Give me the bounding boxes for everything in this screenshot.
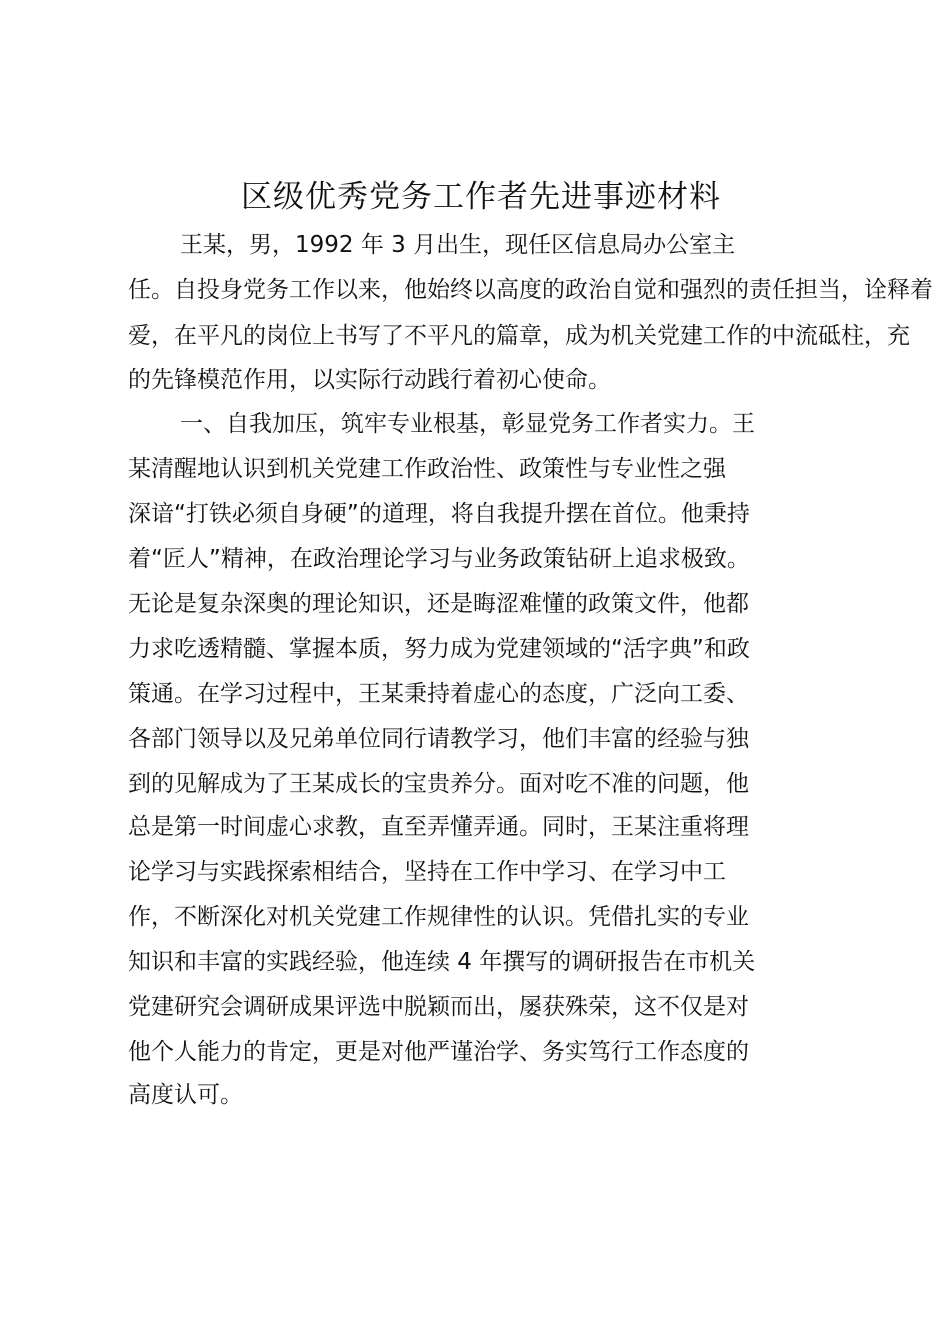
paragraph-line: 无论是复杂深奥的理论知识，还是晦涩难懂的政策文件，他都 xyxy=(128,591,749,617)
paragraph-line: 王某，男，1992 年 3 月出生，现任区信息局办公室主 xyxy=(180,232,736,258)
paragraph-line: 某清醒地认识到机关党建工作政治性、政策性与专业性之强 xyxy=(128,456,726,482)
paragraph-line: 党建研究会调研成果评选中脱颖而出，屡获殊荣，这不仅是对 xyxy=(128,994,749,1020)
paragraph-line: 任。自投身党务工作以来，他始终以高度的政治自觉和强烈的责任担当，诠释着 xyxy=(128,277,933,303)
paragraph-line: 到的见解成为了王某成长的宝贵养分。面对吃不准的问题，他 xyxy=(128,771,749,797)
section-heading-line: 一、自我加压，筑牢专业根基，彰显党务工作者实力。王 xyxy=(180,411,755,437)
paragraph-line: 高度认可。 xyxy=(128,1082,243,1108)
document-title: 区级优秀党务工作者先进事迹材料 xyxy=(241,179,721,215)
paragraph-line: 的先锋模范作用，以实际行动践行着初心使命。 xyxy=(128,367,611,393)
paragraph-line: 总是第一时间虚心求教，直至弄懂弄通。同时，王某注重将理 xyxy=(128,814,749,840)
paragraph-line: 各部门领导以及兄弟单位同行请教学习，他们丰富的经验与独 xyxy=(128,726,749,752)
paragraph-line: 论学习与实践探索相结合，坚持在工作中学习、在学习中工 xyxy=(128,859,726,885)
paragraph-line: 策通。在学习过程中，王某秉持着虚心的态度，广泛向工委、 xyxy=(128,681,749,707)
paragraph-line: 作，不断深化对机关党建工作规律性的认识。凭借扎实的专业 xyxy=(128,904,749,930)
paragraph-line: 他个人能力的肯定，更是对他严谨治学、务实笃行工作态度的 xyxy=(128,1039,749,1065)
paragraph-line: 深谙“打铁必须自身硬”的道理，将自我提升摆在首位。他秉持 xyxy=(128,501,750,527)
paragraph-line: 爱，在平凡的岗位上书写了不平凡的篇章，成为机关党建工作的中流砥柱，充 xyxy=(128,323,910,349)
paragraph-line: 知识和丰富的实践经验，他连续 4 年撰写的调研报告在市机关 xyxy=(128,949,756,975)
paragraph-line: 力求吃透精髓、掌握本质，努力成为党建领域的“活字典”和政 xyxy=(128,636,750,662)
paragraph-line: 着“匠人”精神，在政治理论学习与业务政策钻研上追求极致。 xyxy=(128,546,750,572)
